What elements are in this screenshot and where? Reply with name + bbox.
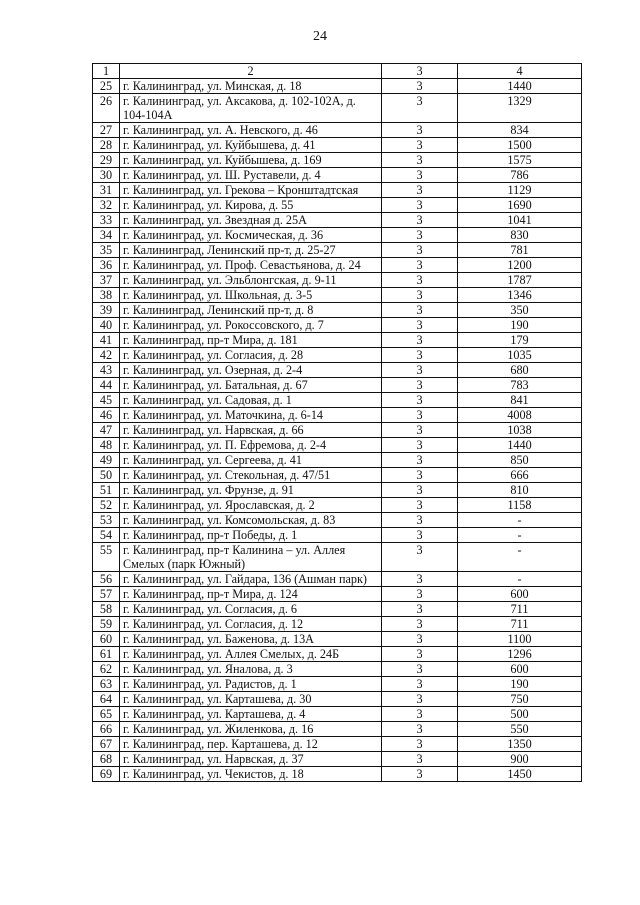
- address-cell: г. Калининград, пр-т Мира, д. 181: [120, 333, 382, 348]
- table-row: [93, 423, 582, 438]
- table-row: [93, 767, 582, 782]
- row-number-cell: 53: [93, 513, 120, 528]
- address-cell: г. Калининград, ул. Стекольная, д. 47/51: [120, 468, 382, 483]
- value-cell: 680: [458, 363, 582, 378]
- page-number: 24: [313, 29, 327, 44]
- row-number-cell: 50: [93, 468, 120, 483]
- table-row: [93, 602, 582, 617]
- category-cell: 3: [382, 138, 458, 153]
- category-cell: 3: [382, 438, 458, 453]
- address-cell: г. Калининград, ул. Фрунзе, д. 91: [120, 483, 382, 498]
- value-cell: -: [458, 528, 582, 543]
- category-cell: 3: [382, 468, 458, 483]
- table-row: [93, 393, 582, 408]
- value-cell: 900: [458, 752, 582, 767]
- category-cell: 3: [382, 198, 458, 213]
- table-row: [93, 498, 582, 513]
- address-cell: г. Калининград, ул. Озерная, д. 2-4: [120, 363, 382, 378]
- address-cell: г. Калининград, ул. Нарвская, д. 37: [120, 752, 382, 767]
- value-cell: 1100: [458, 632, 582, 647]
- category-cell: 3: [382, 288, 458, 303]
- row-number-cell: 46: [93, 408, 120, 423]
- row-number-cell: 43: [93, 363, 120, 378]
- value-cell: 1440: [458, 438, 582, 453]
- value-cell: 600: [458, 662, 582, 677]
- value-cell: 1450: [458, 767, 582, 782]
- category-cell: 3: [382, 333, 458, 348]
- value-cell: 1575: [458, 153, 582, 168]
- row-number-cell: 69: [93, 767, 120, 782]
- value-cell: 711: [458, 602, 582, 617]
- row-number-cell: 41: [93, 333, 120, 348]
- value-cell: 190: [458, 677, 582, 692]
- category-cell: 3: [382, 677, 458, 692]
- value-cell: 1329: [458, 94, 582, 123]
- row-number-cell: 45: [93, 393, 120, 408]
- category-cell: 3: [382, 453, 458, 468]
- table-row: [93, 228, 582, 243]
- category-cell: 3: [382, 378, 458, 393]
- address-cell: г. Калининград, пер. Карташева, д. 12: [120, 737, 382, 752]
- value-cell: -: [458, 513, 582, 528]
- table-row: [93, 752, 582, 767]
- table-header-row: [93, 64, 582, 79]
- address-cell: г. Калининград, ул. Сергеева, д. 41: [120, 453, 382, 468]
- row-number-cell: 38: [93, 288, 120, 303]
- row-number-cell: 59: [93, 617, 120, 632]
- address-cell: г. Калининград, ул. Грекова – Кронштадтская: [120, 183, 382, 198]
- table-row: [93, 123, 582, 138]
- category-cell: 3: [382, 258, 458, 273]
- address-cell: г. Калининград, ул. Космическая, д. 36: [120, 228, 382, 243]
- row-number-cell: 63: [93, 677, 120, 692]
- value-cell: 1200: [458, 258, 582, 273]
- address-cell: г. Калининград, ул. Карташева, д. 4: [120, 707, 382, 722]
- table-row: [93, 378, 582, 393]
- category-cell: 3: [382, 273, 458, 288]
- row-number-cell: 66: [93, 722, 120, 737]
- table-row: [93, 617, 582, 632]
- value-cell: 1440: [458, 79, 582, 94]
- address-cell: г. Калининград, ул. Баженова, д. 13А: [120, 632, 382, 647]
- value-cell: 1350: [458, 737, 582, 752]
- address-cell: г. Калининград, пр-т Мира, д. 124: [120, 587, 382, 602]
- category-cell: 3: [382, 572, 458, 587]
- value-cell: 1500: [458, 138, 582, 153]
- category-cell: 3: [382, 707, 458, 722]
- row-number-cell: 30: [93, 168, 120, 183]
- address-cell: г. Калининград, пр-т Победы, д. 1: [120, 528, 382, 543]
- table-row: [93, 333, 582, 348]
- category-cell: 3: [382, 318, 458, 333]
- table-row: [93, 94, 582, 123]
- category-cell: 3: [382, 498, 458, 513]
- table-row: [93, 258, 582, 273]
- table-row: [93, 198, 582, 213]
- row-number-cell: 67: [93, 737, 120, 752]
- value-cell: -: [458, 543, 582, 572]
- address-cell: г. Калининград, ул. Ярославская, д. 2: [120, 498, 382, 513]
- address-cell: г. Калининград, ул. Карташева, д. 30: [120, 692, 382, 707]
- category-cell: 3: [382, 483, 458, 498]
- value-cell: 1690: [458, 198, 582, 213]
- address-cell: г. Калининград, ул. Проф. Севастьянова, д. 24: [120, 258, 382, 273]
- row-number-cell: 33: [93, 213, 120, 228]
- value-cell: 750: [458, 692, 582, 707]
- row-number-cell: 64: [93, 692, 120, 707]
- value-cell: 786: [458, 168, 582, 183]
- category-cell: 3: [382, 423, 458, 438]
- category-cell: 3: [382, 722, 458, 737]
- table-row: [93, 288, 582, 303]
- value-cell: 190: [458, 318, 582, 333]
- category-cell: 3: [382, 528, 458, 543]
- address-cell: г. Калининград, ул. Батальная, д. 67: [120, 378, 382, 393]
- category-cell: 3: [382, 647, 458, 662]
- row-number-cell: 34: [93, 228, 120, 243]
- table-row: [93, 273, 582, 288]
- table-row: [93, 79, 582, 94]
- category-cell: 3: [382, 168, 458, 183]
- address-cell: г. Калининград, ул. Аксакова, д. 102-102А, д. 104-104А: [120, 94, 382, 123]
- value-cell: 179: [458, 333, 582, 348]
- address-cell: г. Калининград, ул. Рокоссовского, д. 7: [120, 318, 382, 333]
- value-cell: 1346: [458, 288, 582, 303]
- category-cell: 3: [382, 213, 458, 228]
- value-cell: 841: [458, 393, 582, 408]
- column-header-category: 3: [382, 64, 458, 79]
- value-cell: 850: [458, 453, 582, 468]
- category-cell: 3: [382, 767, 458, 782]
- address-cell: г. Калининград, ул. А. Невского, д. 46: [120, 123, 382, 138]
- address-cell: г. Калининград, ул. Звездная д. 25А: [120, 213, 382, 228]
- row-number-cell: 44: [93, 378, 120, 393]
- table-row: [93, 213, 582, 228]
- table-row: [93, 408, 582, 423]
- table-row: [93, 722, 582, 737]
- address-cell: г. Калининград, ул. Согласия, д. 12: [120, 617, 382, 632]
- value-cell: 711: [458, 617, 582, 632]
- value-cell: 1129: [458, 183, 582, 198]
- row-number-cell: 47: [93, 423, 120, 438]
- category-cell: 3: [382, 94, 458, 123]
- value-cell: 1038: [458, 423, 582, 438]
- category-cell: 3: [382, 348, 458, 363]
- value-cell: 600: [458, 587, 582, 602]
- row-number-cell: 62: [93, 662, 120, 677]
- category-cell: 3: [382, 228, 458, 243]
- value-cell: 500: [458, 707, 582, 722]
- address-cell: г. Калининград, ул. Яналова, д. 3: [120, 662, 382, 677]
- address-cell: г. Калининград, Ленинский пр-т, д. 25-27: [120, 243, 382, 258]
- table-row: [93, 632, 582, 647]
- address-cell: г. Калининград, ул. П. Ефремова, д. 2-4: [120, 438, 382, 453]
- address-cell: г. Калининград, ул. Аллея Смелых, д. 24Б: [120, 647, 382, 662]
- category-cell: 3: [382, 632, 458, 647]
- value-cell: 781: [458, 243, 582, 258]
- category-cell: 3: [382, 183, 458, 198]
- category-cell: 3: [382, 692, 458, 707]
- row-number-cell: 39: [93, 303, 120, 318]
- table-row: [93, 737, 582, 752]
- address-cell: г. Калининград, ул. Садовая, д. 1: [120, 393, 382, 408]
- table-row: [93, 183, 582, 198]
- column-header-value: 4: [458, 64, 582, 79]
- row-number-cell: 58: [93, 602, 120, 617]
- table-row: [93, 677, 582, 692]
- value-cell: 1035: [458, 348, 582, 363]
- address-cell: г. Калининград, ул. Жиленкова, д. 16: [120, 722, 382, 737]
- address-cell: г. Калининград, ул. Эльблонгская, д. 9-11: [120, 273, 382, 288]
- table-row: [93, 528, 582, 543]
- row-number-cell: 40: [93, 318, 120, 333]
- table-row: [93, 707, 582, 722]
- column-header-number: 1: [93, 64, 120, 79]
- value-cell: 1158: [458, 498, 582, 513]
- table-row: [93, 243, 582, 258]
- value-cell: 4008: [458, 408, 582, 423]
- table-row: [93, 453, 582, 468]
- row-number-cell: 36: [93, 258, 120, 273]
- row-number-cell: 55: [93, 543, 120, 572]
- table-row: [93, 168, 582, 183]
- address-cell: г. Калининград, ул. Комсомольская, д. 83: [120, 513, 382, 528]
- category-cell: 3: [382, 617, 458, 632]
- row-number-cell: 56: [93, 572, 120, 587]
- category-cell: 3: [382, 393, 458, 408]
- value-cell: 550: [458, 722, 582, 737]
- address-cell: г. Калининград, ул. Маточкина, д. 6-14: [120, 408, 382, 423]
- category-cell: 3: [382, 602, 458, 617]
- value-cell: 830: [458, 228, 582, 243]
- row-number-cell: 28: [93, 138, 120, 153]
- address-cell: г. Калининград, ул. Гайдара, 136 (Ашман парк): [120, 572, 382, 587]
- row-number-cell: 49: [93, 453, 120, 468]
- address-cell: г. Калининград, ул. Нарвская, д. 66: [120, 423, 382, 438]
- category-cell: 3: [382, 79, 458, 94]
- value-cell: 810: [458, 483, 582, 498]
- category-cell: 3: [382, 408, 458, 423]
- row-number-cell: 25: [93, 79, 120, 94]
- table-row: [93, 543, 582, 572]
- table-body: [93, 64, 582, 782]
- category-cell: 3: [382, 543, 458, 572]
- table-row: [93, 572, 582, 587]
- row-number-cell: 65: [93, 707, 120, 722]
- address-cell: г. Калининград, ул. Согласия, д. 28: [120, 348, 382, 363]
- value-cell: 1296: [458, 647, 582, 662]
- address-cell: г. Калининград, ул. Куйбышева, д. 41: [120, 138, 382, 153]
- row-number-cell: 29: [93, 153, 120, 168]
- table-row: [93, 647, 582, 662]
- address-cell: г. Калининград, ул. Куйбышева, д. 169: [120, 153, 382, 168]
- row-number-cell: 51: [93, 483, 120, 498]
- table-row: [93, 303, 582, 318]
- table-row: [93, 153, 582, 168]
- value-cell: 1787: [458, 273, 582, 288]
- row-number-cell: 60: [93, 632, 120, 647]
- category-cell: 3: [382, 153, 458, 168]
- row-number-cell: 37: [93, 273, 120, 288]
- row-number-cell: 31: [93, 183, 120, 198]
- category-cell: 3: [382, 243, 458, 258]
- address-cell: г. Калининград, ул. Радистов, д. 1: [120, 677, 382, 692]
- value-cell: 1041: [458, 213, 582, 228]
- address-cell: г. Калининград, ул. Школьная, д. 3-5: [120, 288, 382, 303]
- row-number-cell: 42: [93, 348, 120, 363]
- category-cell: 3: [382, 737, 458, 752]
- table-row: [93, 513, 582, 528]
- category-cell: 3: [382, 513, 458, 528]
- table-row: [93, 662, 582, 677]
- address-cell: г. Калининград, ул. Чекистов, д. 18: [120, 767, 382, 782]
- row-number-cell: 35: [93, 243, 120, 258]
- address-cell: г. Калининград, ул. Кирова, д. 55: [120, 198, 382, 213]
- value-cell: -: [458, 572, 582, 587]
- address-cell: г. Калининград, ул. Минская, д. 18: [120, 79, 382, 94]
- value-cell: 666: [458, 468, 582, 483]
- table-row: [93, 483, 582, 498]
- address-cell: г. Калининград, ул. Ш. Руставели, д. 4: [120, 168, 382, 183]
- table-row: [93, 363, 582, 378]
- row-number-cell: 26: [93, 94, 120, 123]
- category-cell: 3: [382, 123, 458, 138]
- table-row: [93, 348, 582, 363]
- address-cell: г. Калининград, Ленинский пр-т, д. 8: [120, 303, 382, 318]
- value-cell: 834: [458, 123, 582, 138]
- table-row: [93, 318, 582, 333]
- category-cell: 3: [382, 752, 458, 767]
- table-row: [93, 692, 582, 707]
- address-cell: г. Калининград, ул. Согласия, д. 6: [120, 602, 382, 617]
- row-number-cell: 54: [93, 528, 120, 543]
- table-row: [93, 438, 582, 453]
- value-cell: 350: [458, 303, 582, 318]
- category-cell: 3: [382, 587, 458, 602]
- row-number-cell: 32: [93, 198, 120, 213]
- category-cell: 3: [382, 662, 458, 677]
- value-cell: 783: [458, 378, 582, 393]
- table-row: [93, 138, 582, 153]
- column-header-address: 2: [120, 64, 382, 79]
- address-cell: г. Калининград, пр-т Калинина – ул. Аллея Смелых (парк Южный): [120, 543, 382, 572]
- category-cell: 3: [382, 303, 458, 318]
- row-number-cell: 57: [93, 587, 120, 602]
- row-number-cell: 52: [93, 498, 120, 513]
- row-number-cell: 27: [93, 123, 120, 138]
- row-number-cell: 68: [93, 752, 120, 767]
- row-number-cell: 48: [93, 438, 120, 453]
- address-table: [92, 63, 582, 782]
- table-row: [93, 587, 582, 602]
- category-cell: 3: [382, 363, 458, 378]
- row-number-cell: 61: [93, 647, 120, 662]
- table-row: [93, 468, 582, 483]
